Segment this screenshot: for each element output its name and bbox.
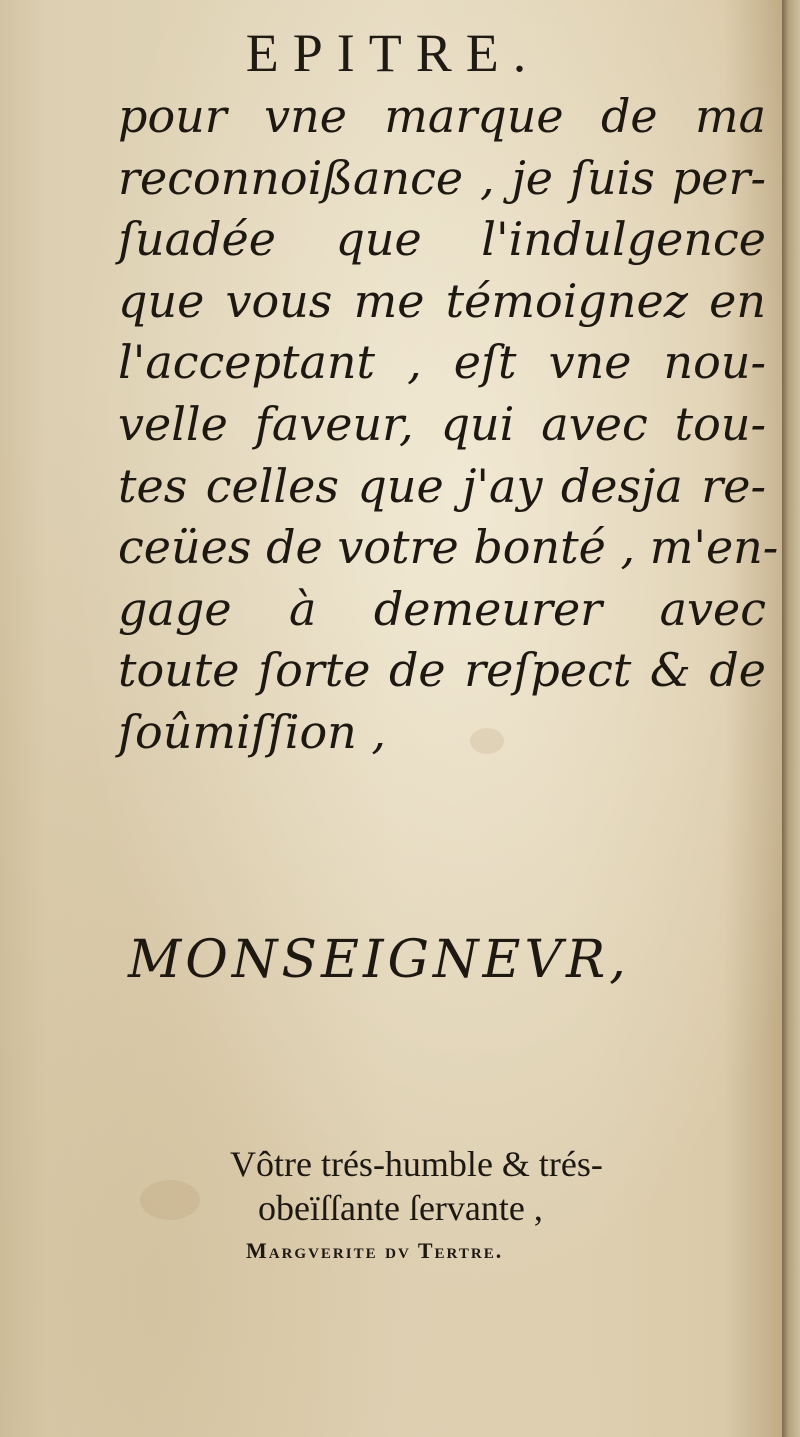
text-line: ſuadée que l'indulgence: [118, 212, 766, 267]
running-head: EPITRE.: [245, 23, 541, 83]
text-line: pour vne marque de ma: [118, 89, 766, 143]
paper-stain: [140, 1180, 200, 1220]
text-line: velle faveur, qui avec tou-: [118, 396, 766, 451]
text-line: reconnoißance , je ſuis per-: [118, 150, 766, 205]
text-line: toute ſorte de reſpect & de: [118, 643, 766, 698]
signature-line: obeïſſante ſervante ,: [258, 1188, 543, 1228]
text-line: ceües de votre bonté , m'en-: [118, 520, 779, 575]
signature-line: Vôtre trés-humble & trés-: [230, 1144, 603, 1184]
text-line: tes celles que j'ay desja re-: [118, 458, 766, 513]
text-line: que vous me témoignez en: [118, 273, 766, 328]
text-line: gage à demeurer avec: [118, 581, 766, 636]
text-line: ſoûmiſſion ,: [118, 704, 387, 759]
epistle-body: [118, 86, 779, 764]
page-edge: [782, 0, 800, 1437]
salutation: MONSEIGNEVR,: [128, 930, 630, 990]
signature-block: [230, 1142, 790, 1264]
signatory-name: Margverite dv Tertre.: [246, 1238, 504, 1263]
text-line: l'acceptant , eſt vne nou-: [118, 335, 766, 390]
